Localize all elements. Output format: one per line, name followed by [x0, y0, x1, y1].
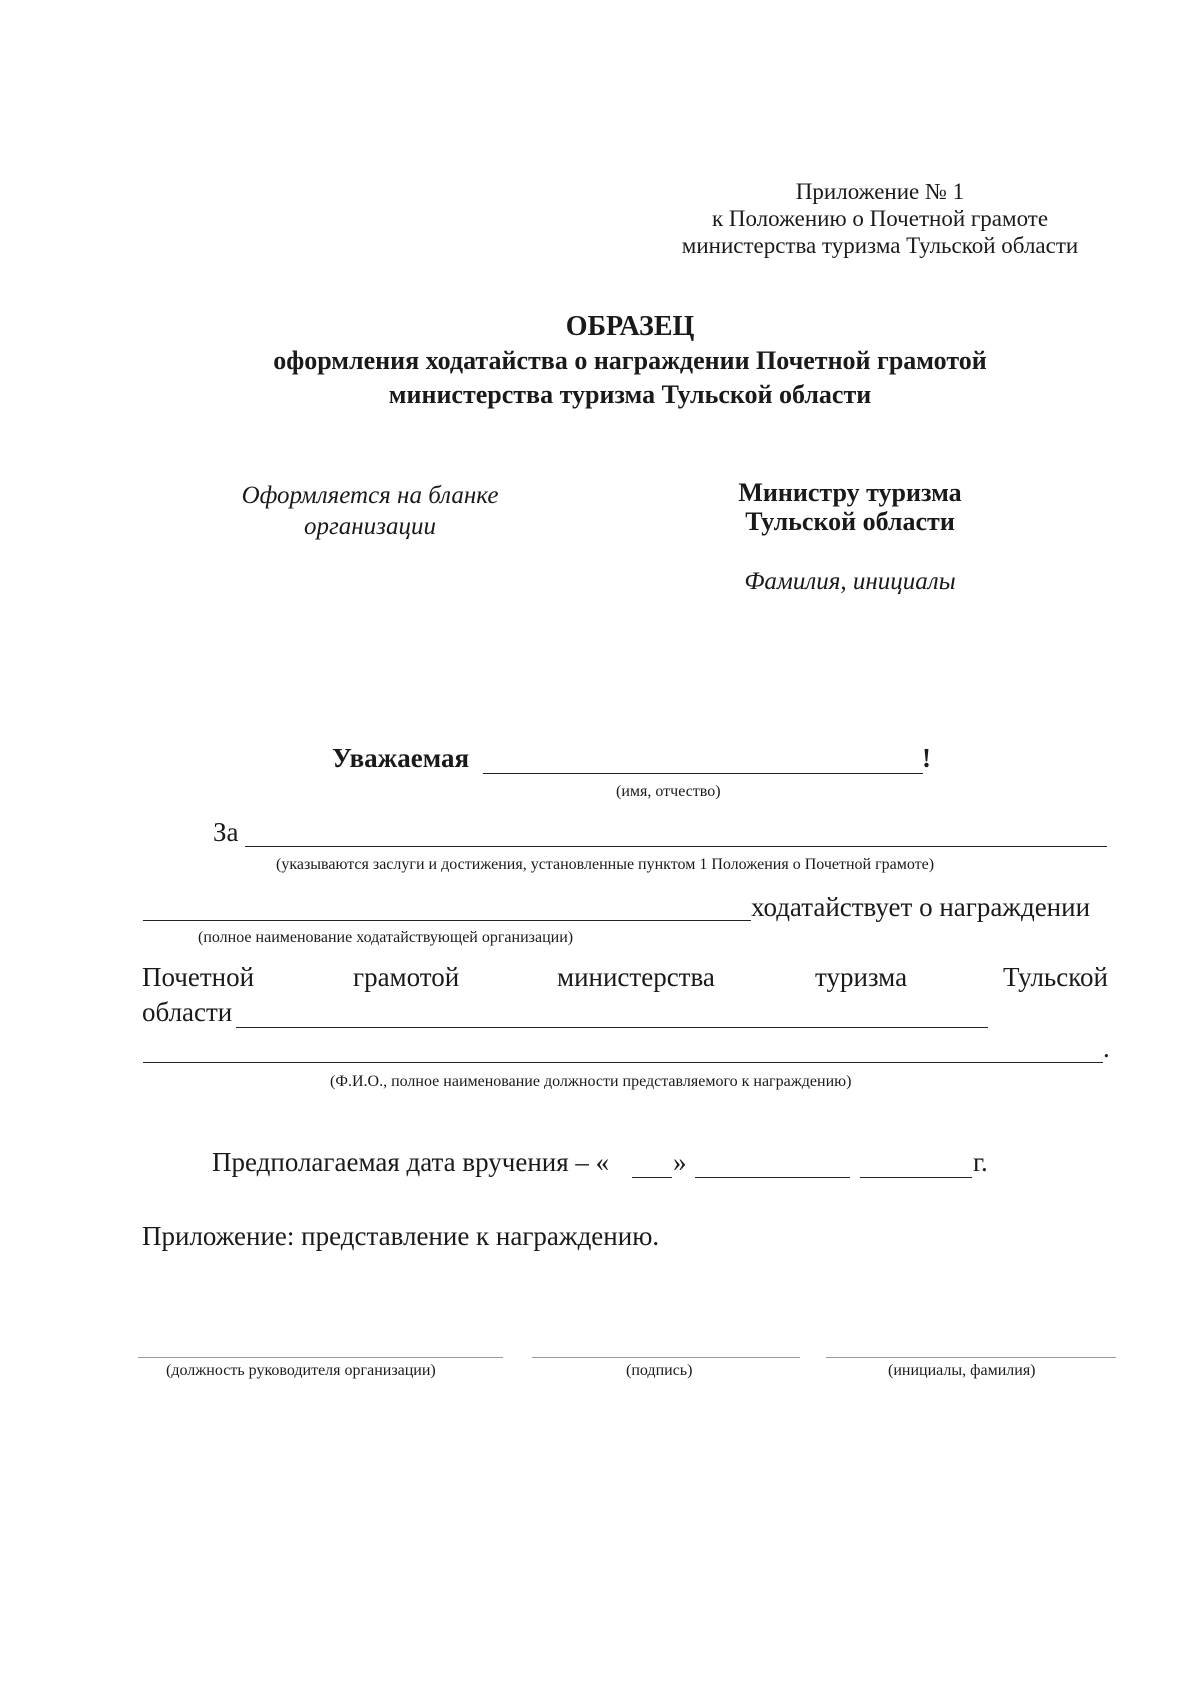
- annex-line-2: к Положению о Почетной грамоте: [711, 206, 1049, 231]
- organization-field[interactable]: [143, 920, 751, 921]
- award-hint: (Ф.И.О., полное наименование должности представляемого к награждению): [330, 1073, 852, 1090]
- award-word-1: Почетной: [142, 962, 255, 992]
- merits-prefix: За: [213, 817, 239, 847]
- annex-line-1: Приложение № 1: [795, 179, 965, 204]
- greeting-exclamation: !: [922, 743, 931, 773]
- date-middle: »: [673, 1147, 687, 1177]
- signature-hint: (подпись): [626, 1362, 693, 1379]
- title-line-3: министерства туризма Тульской области: [388, 380, 872, 409]
- award-line2-prefix: области: [142, 997, 233, 1027]
- merits-hint: (указываются заслуги и достижения, установленные пунктом 1 Положения о Почетной грамоте): [276, 856, 935, 873]
- organization-hint: (полное наименование ходатайствующей организации): [198, 929, 574, 946]
- title-line-1: ОБРАЗЕЦ: [565, 311, 695, 342]
- date-prefix: Предполагаемая дата вручения – «: [212, 1147, 610, 1177]
- date-year-field[interactable]: [860, 1177, 972, 1178]
- position-hint: (должность руководителя организации): [166, 1362, 436, 1379]
- award-word-2: грамотой: [353, 962, 460, 992]
- date-day-field[interactable]: [632, 1177, 672, 1178]
- note-line-1: Оформляется на бланке: [241, 482, 499, 509]
- date-suffix: г.: [973, 1147, 988, 1177]
- note-line-2: организации: [304, 513, 436, 540]
- annex-line-3: министерства туризма Тульской области: [681, 233, 1079, 258]
- award-word-3: министерства: [557, 962, 715, 992]
- addressee-line-2: Тульской области: [745, 507, 955, 536]
- name-field[interactable]: [826, 1357, 1116, 1358]
- greeting-hint: (имя, отчество): [616, 783, 721, 800]
- award-word-5: Тульской: [1003, 962, 1108, 992]
- signature-field[interactable]: [532, 1357, 800, 1358]
- greeting-name-field[interactable]: [483, 773, 923, 774]
- date-month-field[interactable]: [695, 1177, 850, 1178]
- addressee-line-1: Министру туризма: [738, 478, 962, 507]
- annex-header: [660, 178, 1100, 259]
- award-period: .: [1103, 1033, 1110, 1063]
- attachment-text: Приложение: представление к награждению.: [142, 1221, 660, 1251]
- addressee-fio: Фамилия, инициалы: [744, 568, 956, 595]
- award-word-4: туризма: [815, 962, 908, 992]
- greeting-word: Уважаемая: [332, 743, 470, 773]
- addressee-block: [700, 478, 1000, 536]
- letterhead-note: [200, 480, 540, 542]
- document-title: [0, 310, 1200, 412]
- organization-suffix: ходатайствует о награждении: [751, 892, 1091, 922]
- award-field-1[interactable]: [236, 1027, 988, 1028]
- award-field-2[interactable]: [143, 1062, 1103, 1063]
- position-field[interactable]: [138, 1357, 503, 1358]
- title-line-2: оформления ходатайства о награждении Почетной грамотой: [273, 346, 987, 375]
- name-hint: (инициалы, фамилия): [888, 1362, 1036, 1379]
- merits-field[interactable]: [245, 846, 1107, 847]
